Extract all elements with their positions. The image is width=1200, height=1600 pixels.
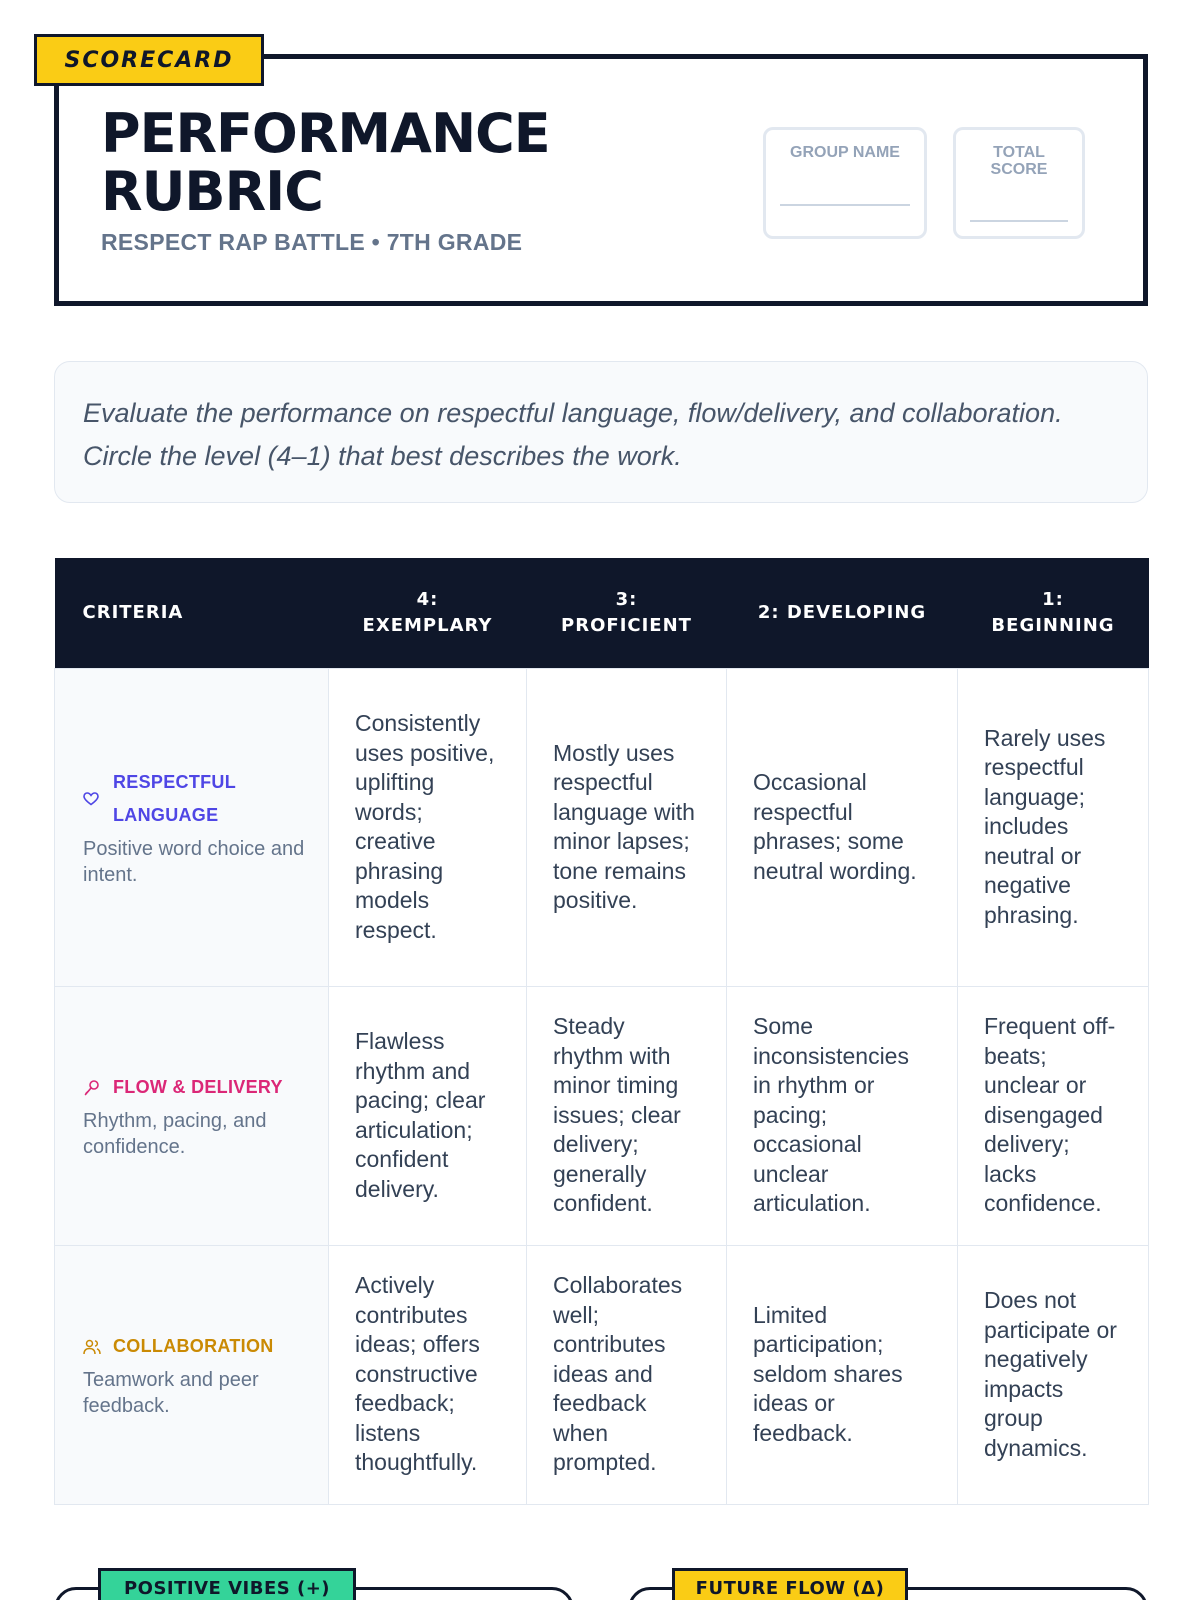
level-3-cell[interactable]: Mostly uses respectful language with minor lapses; tone remains positive. <box>527 668 727 986</box>
table-row <box>55 668 1149 986</box>
level-1-cell[interactable]: Frequent off-beats; unclear or disengaged delivery; lacks confidence. <box>958 986 1149 1245</box>
table-row <box>55 986 1149 1245</box>
header-card <box>54 54 1148 306</box>
positive-vibes-tag: POSITIVE VIBES (+) <box>98 1568 356 1600</box>
criteria-description: Positive word choice and intent. <box>83 838 305 886</box>
group-name-label: GROUP NAME <box>790 144 900 161</box>
header-level-3: 3: PROFICIENT <box>527 558 727 668</box>
criteria-name: COLLABORATION <box>83 1330 308 1363</box>
level-4-cell[interactable]: Actively contributes ideas; offers constructive feedback; listens thoughtfully. <box>329 1245 527 1504</box>
table-row <box>55 1245 1149 1504</box>
level-3-cell[interactable]: Steady rhythm with minor timing issues; clear delivery; generally confident. <box>527 986 727 1245</box>
table-header-row <box>55 558 1149 668</box>
total-score-label: TOTAL SCORE <box>990 144 1048 178</box>
criteria-cell <box>55 1245 329 1504</box>
criteria-name: RESPECTFUL LANGUAGE <box>83 766 308 832</box>
users-icon <box>83 1339 101 1355</box>
page-subtitle: RESPECT RAP BATTLE • 7TH GRADE <box>101 229 523 255</box>
scorecard-tag: SCORECARD <box>34 34 264 86</box>
header-level-2: 2: DEVELOPING <box>727 558 958 668</box>
criteria-name: FLOW & DELIVERY <box>83 1071 308 1104</box>
level-1-cell[interactable]: Rarely uses respectful language; includes neutral or negative phrasing. <box>958 668 1149 986</box>
total-score-line <box>970 220 1068 222</box>
level-2-cell[interactable]: Occasional respectful phrases; some neutral wording. <box>727 668 958 986</box>
level-4-cell[interactable]: Flawless rhythm and pacing; clear articulation; confident delivery. <box>329 986 527 1245</box>
group-name-line <box>780 204 910 206</box>
instructions-text: Evaluate the performance on respectful language, flow/delivery, and collaboration. Circle the level (4–1) that best describes the work. <box>54 361 1148 503</box>
level-2-cell[interactable]: Some inconsistencies in rhythm or pacing; occasional unclear articulation. <box>727 986 958 1245</box>
level-3-cell[interactable]: Collaborates well; contributes ideas and feedback when prompted. <box>527 1245 727 1504</box>
future-flow-tag: FUTURE FLOW (Δ) <box>672 1568 908 1600</box>
level-4-cell[interactable]: Consistently uses positive, uplifting words; creative phrasing models respect. <box>329 668 527 986</box>
heart-icon <box>83 792 101 806</box>
title-line-1: PERFORMANCE <box>101 102 550 165</box>
criteria-description: Teamwork and peer feedback. <box>83 1369 259 1417</box>
group-name-field[interactable] <box>763 127 927 239</box>
rubric-table <box>54 558 1149 1505</box>
header-level-1: 1: BEGINNING <box>958 558 1149 668</box>
level-1-cell[interactable]: Does not participate or negatively impacts group dynamics. <box>958 1245 1149 1504</box>
criteria-description: Rhythm, pacing, and confidence. <box>83 1110 267 1158</box>
header-level-4: 4: EXEMPLARY <box>329 558 527 668</box>
microphone-icon <box>83 1079 101 1097</box>
title-line-2: RUBRIC <box>101 160 323 223</box>
criteria-cell <box>55 986 329 1245</box>
criteria-cell <box>55 668 329 986</box>
total-score-field[interactable] <box>953 127 1085 239</box>
page-title <box>101 102 550 223</box>
level-2-cell[interactable]: Limited participation; seldom shares ideas or feedback. <box>727 1245 958 1504</box>
header-criteria: CRITERIA <box>55 558 329 668</box>
